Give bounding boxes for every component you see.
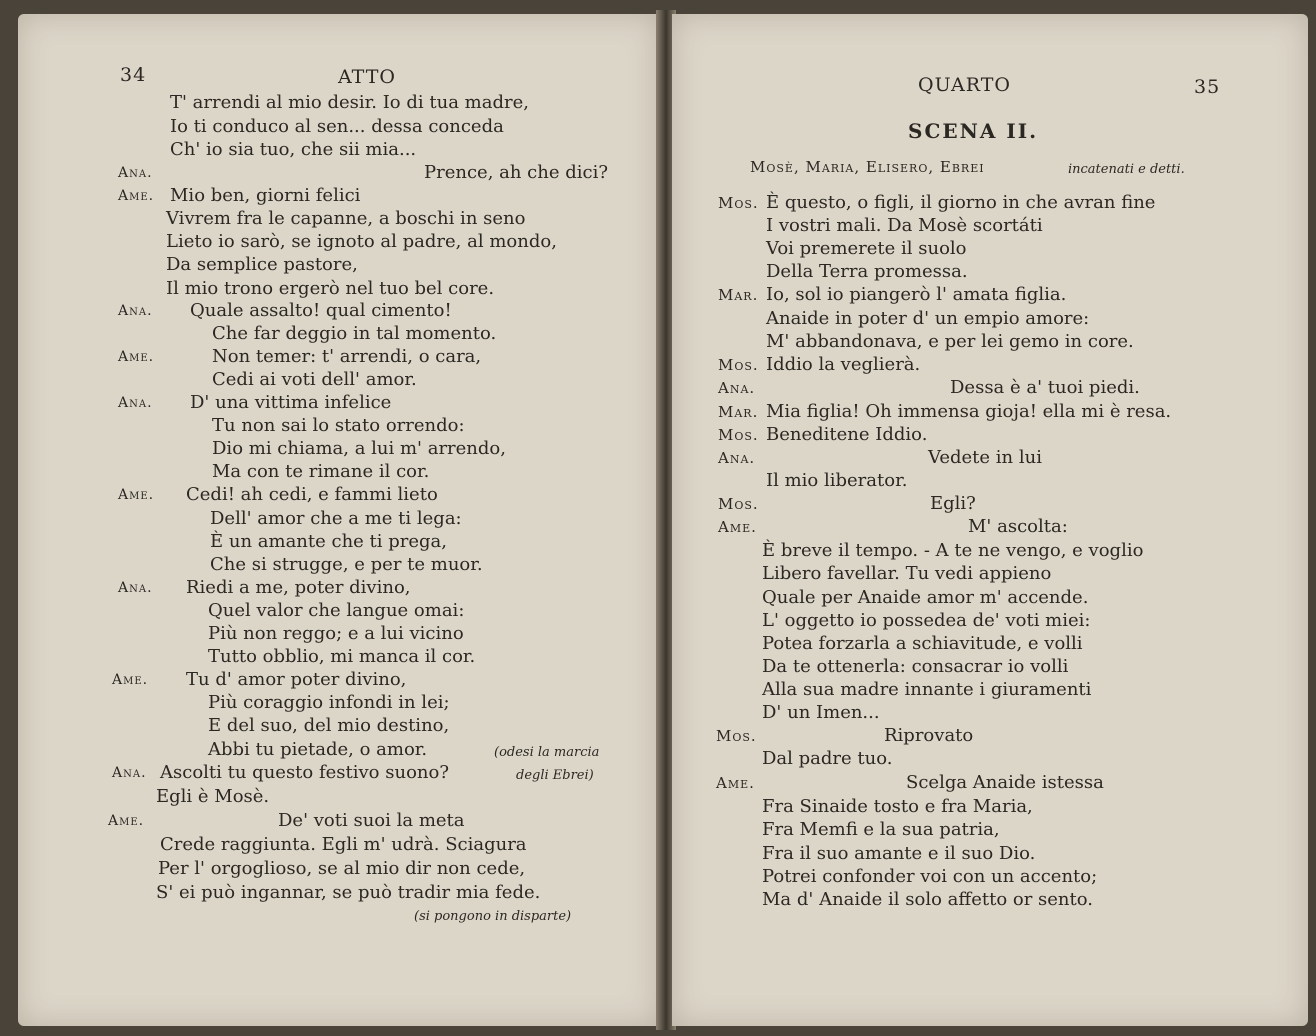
verse-line: I vostri mali. Da Mosè scortáti [766, 215, 1043, 236]
verse-line: Più non reggo; e a lui vicino [208, 623, 464, 644]
verse-line: S' ei può ingannar, se può tradir mia fede. [156, 882, 541, 903]
verse-line: Quale per Anaide amor m' accende. [762, 587, 1089, 608]
speaker-label: Ana. [118, 303, 153, 319]
verse-line: Potea forzarla a schiavitude, e volli [762, 633, 1083, 654]
verse-line: Vedete in lui [928, 447, 1042, 468]
verse-line: È questo, o figli, il giorno in che avran fine [766, 192, 1156, 213]
right-page-number: 35 [1194, 76, 1221, 98]
stage-direction: degli Ebrei) [516, 768, 594, 783]
verse-line: Abbi tu pietade, o amor. [208, 739, 428, 760]
verse-line: T' arrendi al mio desir. Io di tua madre, [170, 92, 529, 113]
verse-line: Voi premerete il suolo [766, 238, 967, 259]
speaker-label: Ame. [108, 813, 145, 829]
stage-direction: (odesi la marcia [494, 745, 600, 760]
verse-line: Io ti conduco al sen... dessa conceda [170, 116, 504, 137]
verse-line: Iddio la veglierà. [766, 354, 921, 375]
verse-line: Anaide in poter d' un empio amore: [766, 308, 1090, 329]
verse-line: Da te ottenerla: consacrar io volli [762, 656, 1069, 677]
left-running-head: ATTO [338, 66, 396, 88]
verse-line: De' voti suoi la meta [278, 810, 465, 831]
speaker-label: Mar. [718, 403, 759, 421]
speaker-label: Mos. [718, 495, 759, 513]
verse-line: Il mio trono ergerò nel tuo bel core. [166, 278, 495, 299]
verse-line: D' una vittima infelice [190, 392, 392, 413]
verse-line: Cedi! ah cedi, e fammi lieto [186, 484, 438, 505]
verse-line: Il mio liberator. [766, 470, 908, 491]
verse-line: Fra il suo amante e il suo Dio. [762, 843, 1036, 864]
verse-line: Tu d' amor poter divino, [186, 669, 407, 690]
verse-line: È un amante che ti prega, [210, 531, 448, 552]
verse-line: Egli? [930, 493, 976, 514]
verse-line: E del suo, del mio destino, [208, 715, 450, 736]
verse-line: Prence, ah che dici? [424, 162, 608, 183]
left-page-number: 34 [120, 64, 147, 86]
verse-line: È breve il tempo. - A te ne vengo, e voglio [762, 540, 1144, 561]
verse-line: Più coraggio infondi in lei; [208, 692, 450, 713]
speaker-label: Ana. [112, 765, 147, 781]
verse-line: L' oggetto io possedea de' voti miei: [762, 610, 1091, 631]
verse-line: Egli è Mosè. [156, 786, 270, 807]
verse-line: Dell' amor che a me ti lega: [210, 508, 462, 529]
speaker-label: Mos. [718, 356, 759, 374]
verse-line: M' ascolta: [968, 516, 1068, 537]
verse-line: M' abbandonava, e per lei gemo in core. [766, 331, 1134, 352]
speaker-label: Ana. [118, 580, 153, 596]
speaker-label: Ame. [718, 518, 757, 536]
verse-line: Tu non sai lo stato orrendo: [212, 415, 465, 436]
verse-line: Riedi a me, poter divino, [186, 577, 411, 598]
verse-line: Quel valor che langue omai: [208, 600, 465, 621]
speaker-label: Ana. [718, 449, 756, 467]
speaker-label: Mos. [716, 727, 757, 745]
speaker-label: Ame. [112, 672, 149, 688]
verse-line: Dio mi chiama, a lui m' arrendo, [212, 438, 506, 459]
verse-line: Lieto io sarò, se ignoto al padre, al mondo, [166, 231, 557, 252]
speaker-label: Mar. [718, 286, 759, 304]
speaker-label: Ana. [718, 379, 756, 397]
speaker-label: Ana. [118, 395, 153, 411]
verse-line: Dal padre tuo. [762, 748, 893, 769]
cast-direction: incatenati e detti. [1068, 162, 1185, 177]
verse-line: Dessa è a' tuoi piedi. [950, 377, 1140, 398]
verse-line: Riprovato [884, 725, 974, 746]
verse-line: Per l' orgoglioso, se al mio dir non cede, [158, 858, 526, 879]
stage-direction: (si pongono in disparte) [414, 909, 572, 924]
verse-line: Cedi ai voti dell' amor. [212, 369, 417, 390]
verse-line: Fra Sinaide tosto e fra Maria, [762, 796, 1033, 817]
verse-line: Ma d' Anaide il solo affetto or sento. [762, 889, 1093, 910]
speaker-label: Mos. [718, 426, 759, 444]
right-running-head: QUARTO [918, 74, 1011, 96]
verse-line: Vivrem fra le capanne, a boschi in seno [166, 208, 526, 229]
verse-line: Ascolti tu questo festivo suono? [160, 762, 449, 783]
verse-line: Non temer: t' arrendi, o cara, [212, 346, 482, 367]
verse-line: Crede raggiunta. Egli m' udrà. Sciagura [160, 834, 527, 855]
verse-line: Quale assalto! qual cimento! [190, 300, 452, 321]
verse-line: Ch' io sia tuo, che sii mia... [170, 139, 417, 160]
verse-line: Scelga Anaide istessa [906, 772, 1104, 793]
verse-line: Tutto obblio, mi manca il cor. [208, 646, 476, 667]
scene-title: SCENA II. [908, 119, 1039, 143]
verse-line: Che far deggio in tal momento. [212, 323, 497, 344]
speaker-label: Ana. [118, 165, 153, 181]
verse-line: Mio ben, giorni felici [170, 185, 361, 206]
verse-line: D' un Imen... [762, 702, 880, 723]
verse-line: Beneditene Iddio. [766, 424, 928, 445]
verse-line: Che si strugge, e per te muor. [210, 554, 483, 575]
verse-line: Fra Memfi e la sua patria, [762, 819, 1000, 840]
verse-line: Potrei confonder voi con un accento; [762, 866, 1098, 887]
verse-line: Da semplice pastore, [166, 254, 358, 275]
cast-list: Mosè, Maria, Elisero, Ebrei [750, 158, 985, 176]
verse-line: Alla sua madre innante i giuramenti [762, 679, 1092, 700]
verse-line: Mia figlia! Oh immensa gioja! ella mi è resa. [766, 401, 1172, 422]
speaker-label: Ame. [118, 349, 155, 365]
verse-line: Libero favellar. Tu vedi appieno [762, 563, 1052, 584]
verse-line: Della Terra promessa. [766, 261, 968, 282]
verse-line: Ma con te rimane il cor. [212, 461, 430, 482]
speaker-label: Ame. [716, 774, 755, 792]
speaker-label: Ame. [118, 188, 155, 204]
speaker-label: Mos. [718, 194, 759, 212]
speaker-label: Ame. [118, 487, 155, 503]
verse-line: Io, sol io piangerò l' amata figlia. [766, 284, 1067, 305]
